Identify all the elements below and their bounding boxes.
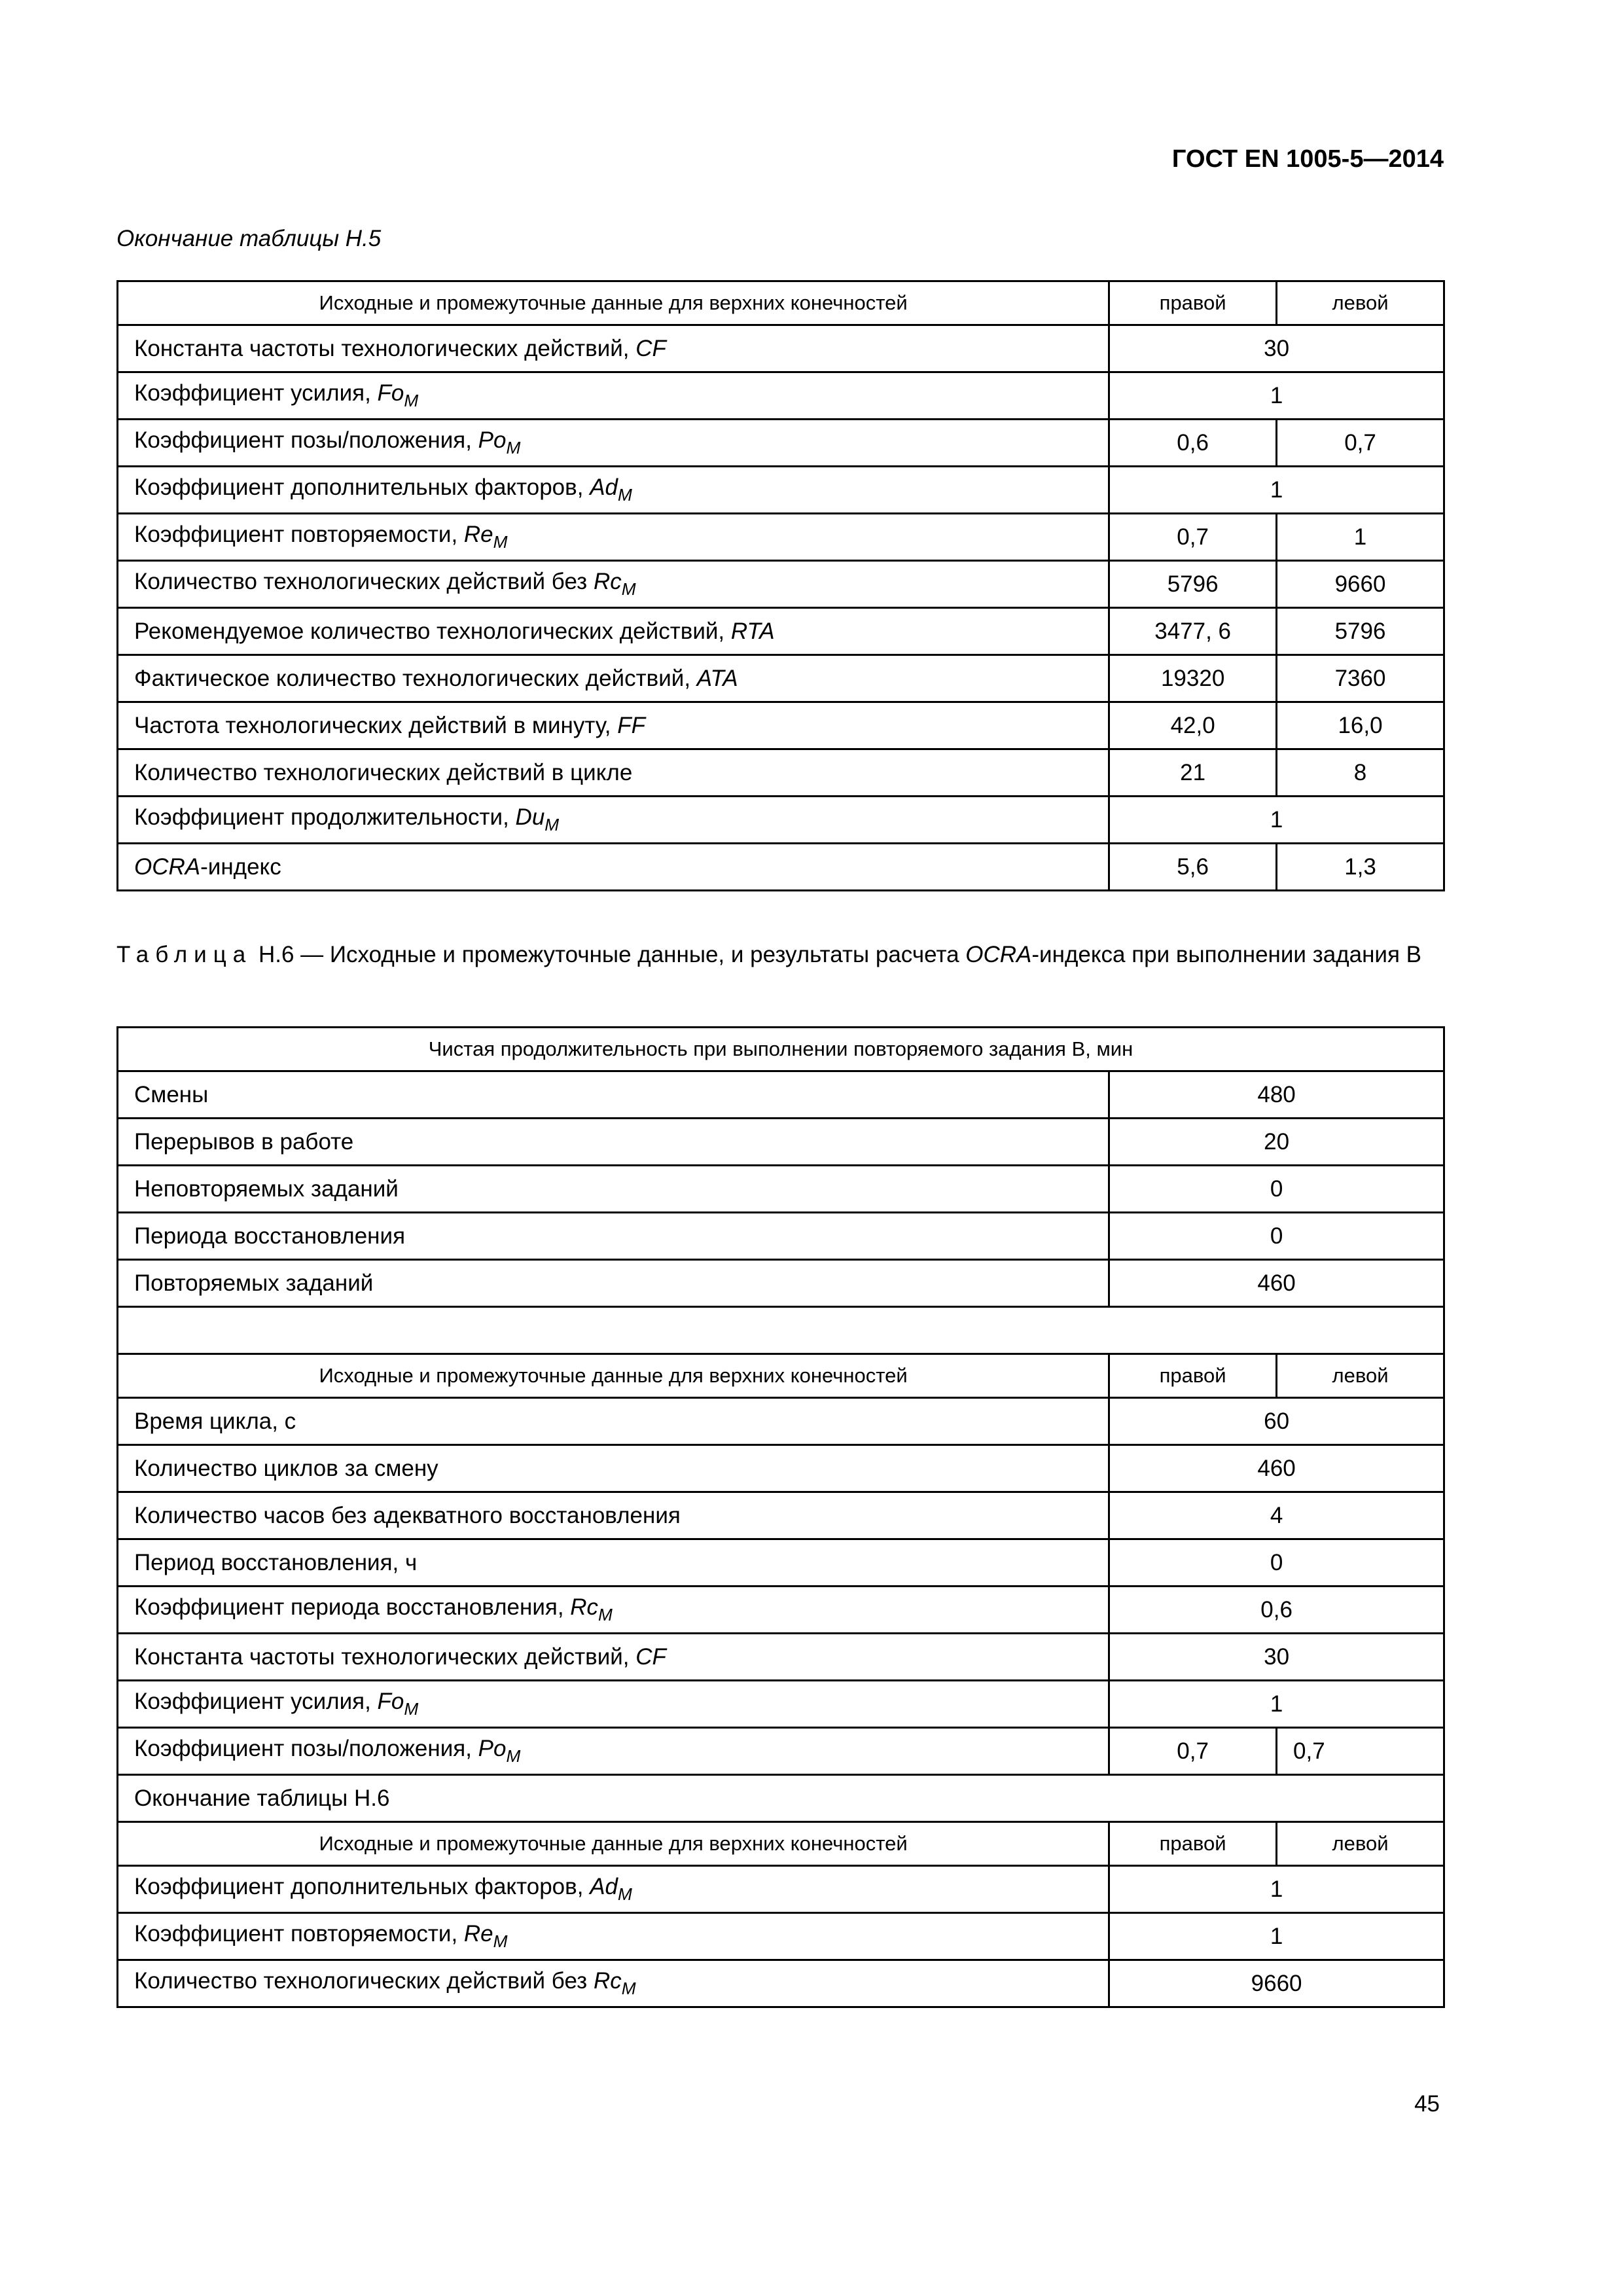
table-row: [118, 655, 1444, 702]
table-row: [118, 1866, 1444, 1913]
row-label: Коэффициент усилия, $Fo_M$: [118, 1681, 1109, 1728]
table-row: [118, 797, 1444, 844]
row-value: 0,6: [1109, 1587, 1444, 1634]
table-row: [118, 1960, 1444, 2007]
row-label: Коэффициент дополнительных факторов, $Ad_M$: [118, 1866, 1109, 1913]
row-label: Период восстановления, ч: [118, 1539, 1109, 1587]
row-value-left: 1: [1277, 514, 1444, 561]
row-value-right: 0,7: [1109, 1728, 1277, 1775]
row-value: 30: [1109, 325, 1444, 372]
row-value: 460: [1109, 1445, 1444, 1492]
row-label: Рекомендуемое количество технологических действий, RTA: [118, 608, 1109, 655]
table-row: [118, 1260, 1444, 1307]
row-value: 9660: [1109, 1960, 1444, 2007]
page-number: 45: [1414, 2091, 1440, 2117]
row-value-left: 8: [1277, 749, 1444, 797]
table-row: [118, 702, 1444, 749]
table-h6-continuation-label: Окончание таблицы Н.6: [118, 1775, 1444, 1822]
row-label: Количество технологических действий без $Rc_M$: [118, 1960, 1109, 2007]
row-value: 1: [1109, 467, 1444, 514]
row-value-right: 3477, 6: [1109, 608, 1277, 655]
row-label: Частота технологических действий в минуту, FF: [118, 702, 1109, 749]
row-value-right: 0,7: [1109, 514, 1277, 561]
row-value: 0: [1109, 1166, 1444, 1213]
header-param: Исходные и промежуточные данные для верхних конечностей: [118, 1354, 1109, 1398]
header-right: правой: [1109, 1822, 1277, 1866]
row-label: Неповторяемых заданий: [118, 1166, 1109, 1213]
table-row: [118, 1071, 1444, 1119]
row-value: 0: [1109, 1539, 1444, 1587]
duration-header-row: [118, 1028, 1444, 1071]
table-row: [118, 514, 1444, 561]
row-value-left: 9660: [1277, 561, 1444, 608]
row-value-right: 21: [1109, 749, 1277, 797]
row-value-right: 5796: [1109, 561, 1277, 608]
table-row: [118, 1398, 1444, 1445]
row-label: Периода восстановления: [118, 1213, 1109, 1260]
row-label: Коэффициент дополнительных факторов, $Ad_M$: [118, 467, 1109, 514]
row-value: 1: [1109, 372, 1444, 420]
row-value: 1: [1109, 1913, 1444, 1960]
row-value: 1: [1109, 797, 1444, 844]
table-h5: [116, 280, 1445, 891]
row-value: 4: [1109, 1492, 1444, 1539]
row-label: Время цикла, с: [118, 1398, 1109, 1445]
header-right: правой: [1109, 281, 1277, 325]
row-label: Коэффициент усилия, $Fo_M$: [118, 372, 1109, 420]
table-h5-header-row: [118, 281, 1444, 325]
row-label: Перерывов в работе: [118, 1119, 1109, 1166]
row-label: Смены: [118, 1071, 1109, 1119]
table-row: [118, 561, 1444, 608]
header-left: левой: [1277, 281, 1444, 325]
row-value: 1: [1109, 1681, 1444, 1728]
table-row: [118, 372, 1444, 420]
table-h5-continuation-label: Окончание таблицы Н.5: [116, 226, 382, 251]
table-h6-header-row-2: [118, 1822, 1444, 1866]
blank-cell: [118, 1307, 1444, 1354]
row-label: Коэффициент позы/положения, $Po_M$: [118, 1728, 1109, 1775]
row-label: Константа частоты технологических действий, CF: [118, 1634, 1109, 1681]
table-row: [118, 1445, 1444, 1492]
table-row: [118, 1166, 1444, 1213]
row-value-right: 19320: [1109, 655, 1277, 702]
row-label: Коэффициент повторяемости, $Re_M$: [118, 514, 1109, 561]
row-label: Фактическое количество технологических действий, ATA: [118, 655, 1109, 702]
row-label: Константа частоты технологических действий, CF: [118, 325, 1109, 372]
table-row: [118, 608, 1444, 655]
table-row: [118, 325, 1444, 372]
table-row: [118, 467, 1444, 514]
table-row: [118, 749, 1444, 797]
table-row: [118, 1728, 1444, 1775]
header-left: левой: [1277, 1822, 1444, 1866]
row-value: 20: [1109, 1119, 1444, 1166]
table-row: [118, 1492, 1444, 1539]
row-label: Коэффициент периода восстановления, $Rc_M$: [118, 1587, 1109, 1634]
row-value-right: 42,0: [1109, 702, 1277, 749]
table-row: [118, 1119, 1444, 1166]
table-row: [118, 1913, 1444, 1960]
row-label: Количество технологических действий без $Rc_M$: [118, 561, 1109, 608]
table-h6-caption: Таблица Н.6 — Исходные и промежуточные данные, и результаты расчета OCRA-индекса при выполнении задания В: [116, 942, 1421, 967]
row-value-left: 5796: [1277, 608, 1444, 655]
row-value-right: 5,6: [1109, 844, 1277, 891]
duration-title: Чистая продолжительность при выполнении повторяемого задания В, мин: [118, 1028, 1444, 1071]
row-label: Количество часов без адекватного восстановления: [118, 1492, 1109, 1539]
row-label: Количество технологических действий в цикле: [118, 749, 1109, 797]
table-row: [118, 1634, 1444, 1681]
standard-designation: ГОСТ EN 1005-5—2014: [1171, 145, 1444, 173]
table-h6: [116, 1026, 1445, 2008]
row-value: 60: [1109, 1398, 1444, 1445]
table-row: [118, 1539, 1444, 1587]
table-row: [118, 844, 1444, 891]
table-h6-header-row: [118, 1354, 1444, 1398]
row-value-left: 1,3: [1277, 844, 1444, 891]
row-label: OCRA-индекс: [118, 844, 1109, 891]
row-value: 0: [1109, 1213, 1444, 1260]
row-value: 460: [1109, 1260, 1444, 1307]
row-value-left: 0,7: [1277, 1728, 1444, 1775]
row-value-right: 0,6: [1109, 420, 1277, 467]
table-row: [118, 1681, 1444, 1728]
row-label: Коэффициент продолжительности, $Du_M$: [118, 797, 1109, 844]
header-right: правой: [1109, 1354, 1277, 1398]
row-label: Повторяемых заданий: [118, 1260, 1109, 1307]
row-label: Коэффициент повторяемости, $Re_M$: [118, 1913, 1109, 1960]
table-row: [118, 1213, 1444, 1260]
header-left: левой: [1277, 1354, 1444, 1398]
blank-row: [118, 1307, 1444, 1354]
row-label: Коэффициент позы/положения, $Po_M$: [118, 420, 1109, 467]
header-param: Исходные и промежуточные данные для верхних конечностей: [118, 1822, 1109, 1866]
row-value: 1: [1109, 1866, 1444, 1913]
row-label: Количество циклов за смену: [118, 1445, 1109, 1492]
table-row: [118, 1587, 1444, 1634]
row-value-left: 16,0: [1277, 702, 1444, 749]
row-value-left: 7360: [1277, 655, 1444, 702]
continuation-row: [118, 1775, 1444, 1822]
row-value: 30: [1109, 1634, 1444, 1681]
header-param: Исходные и промежуточные данные для верхних конечностей: [118, 281, 1109, 325]
row-value-left: 0,7: [1277, 420, 1444, 467]
table-row: [118, 420, 1444, 467]
row-value: 480: [1109, 1071, 1444, 1119]
